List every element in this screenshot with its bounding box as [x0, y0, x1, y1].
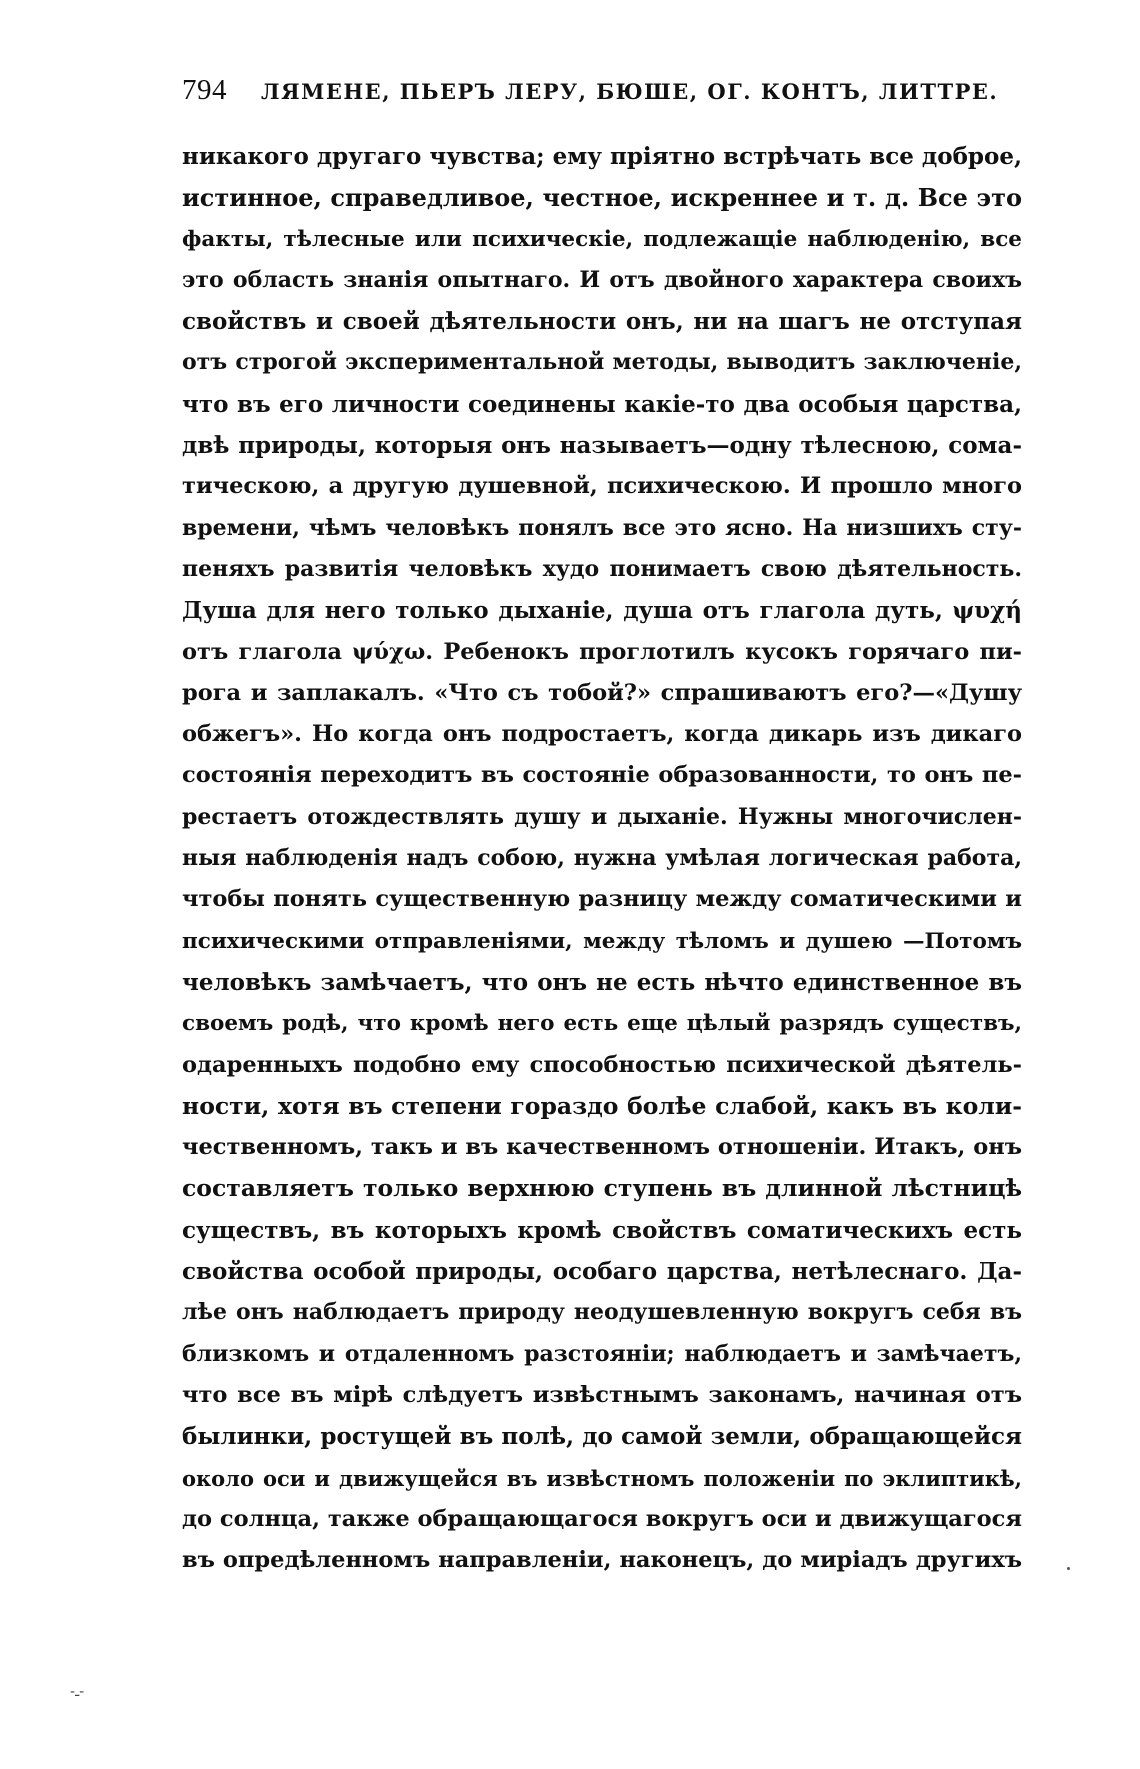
text-line: своемъ родѣ, что кромѣ него есть еще цѣлый разрядъ существъ,: [182, 1011, 1022, 1037]
text-line: былинки, ростущей въ полѣ, до самой земли, обращающейся: [182, 1423, 1022, 1451]
text-line: никакого другаго чувства; ему пріятно встрѣчать все доброе,: [182, 143, 1022, 170]
text-line: это область знанія опытнаго. И отъ двойного характера своихъ: [182, 266, 1022, 293]
body-text: [182, 136, 1022, 1581]
text-line: ности, хотя въ степени гораздо болѣе слабой, какъ въ коли-: [182, 1091, 1022, 1120]
text-line: рестаетъ отождествлять душу и дыханіе. Нужны многочислен-: [182, 803, 1022, 830]
text-line: одаренныхъ подобно ему способностью психической дѣятель-: [182, 1051, 1022, 1078]
text-line: отъ строгой экспериментальной методы, выводитъ заключеніе,: [182, 349, 1022, 376]
text-line: чественномъ, такъ и въ качественномъ отношеніи. Итакъ, онъ: [182, 1134, 1022, 1161]
text-line: существъ, въ которыхъ кромѣ свойствъ соматическихъ есть: [182, 1216, 1022, 1244]
text-line: что въ его личности соединены какіе-то два особыя царства,: [182, 390, 1022, 418]
text-line: близкомъ и отдаленномъ разстояніи; наблюдаетъ и замѣчаетъ,: [182, 1340, 1022, 1367]
page-number: 794: [182, 74, 227, 106]
text-line: истинное, справедливое, честное, искреннее и т. д. Все это: [182, 183, 1022, 213]
text-line: пеняхъ развитія человѣкъ худо понимаетъ свою дѣятельность.: [182, 555, 1022, 582]
text-line: до солнца, также обращающагося вокругъ оси и движущагося: [182, 1505, 1022, 1532]
text-line: отъ глагола ψύχω. Ребенокъ проглотилъ кусокъ горячаго пи-: [182, 638, 1022, 665]
text-line: психическими отправленіями, между тѣломъ и душею —Потомъ: [182, 928, 1022, 954]
text-line: рога и заплакалъ. «Что съ тобой?» спрашиваютъ его?—«Душу: [182, 679, 1022, 706]
text-line: свойствъ и своей дѣятельности онъ, ни на шагъ не отступая: [182, 308, 1022, 336]
text-line: ныя наблюденія надъ собою, нужна умѣлая логическая работа,: [182, 845, 1022, 872]
text-line: въ опредѣленномъ направленіи, наконецъ, до миріадъ другихъ: [182, 1547, 1022, 1574]
text-line: что все въ мірѣ слѣдуетъ извѣстнымъ законамъ, начиная отъ: [182, 1381, 1022, 1408]
text-line: времени, чѣмъ человѣкъ понялъ все это ясно. На низшихъ сту-: [182, 514, 1022, 541]
text-line: около оси и движущейся въ извѣстномъ положеніи по эклиптикѣ,: [182, 1465, 1022, 1491]
text-line: обжегъ». Но когда онъ подростаетъ, когда дикарь изъ дикаго: [182, 721, 1022, 748]
text-line: свойства особой природы, особаго царства, нетѣлеснаго. Да-: [182, 1258, 1022, 1286]
text-line: составляетъ только верхнюю ступень въ длинной лѣстницѣ: [182, 1174, 1022, 1203]
text-line: Душа для него только дыханіе, душа отъ глагола дуть, ψυχή: [182, 597, 1022, 625]
text-line: факты, тѣлесные или психическіе, подлежащіе наблюденію, все: [182, 226, 1022, 252]
text-line: человѣкъ замѣчаетъ, что онъ не есть нѣчто единственное въ: [182, 968, 1022, 996]
text-line: двѣ природы, которыя онъ называетъ—одну тѣлесною, сома-: [182, 432, 1022, 460]
ink-speck: [1067, 1567, 1070, 1570]
text-line: лѣе онъ наблюдаетъ природу неодушевленную вокругъ себя въ: [182, 1299, 1022, 1326]
text-line: тическою, а другую душевной, психическою. И прошло много: [182, 473, 1022, 500]
text-line: чтобы понять существенную разницу между соматическими и: [182, 886, 1022, 913]
margin-mark: -ـ-: [70, 1684, 85, 1700]
running-head: [182, 74, 1022, 114]
text-line: состоянія переходитъ въ состояніе образованности, то онъ пе-: [182, 762, 1022, 789]
running-title: ЛЯМЕНЕ, ПЬЕРЪ ЛЕРУ, БЮШЕ, ОГ. КОНТЪ, ЛИТТРЕ.: [261, 79, 999, 104]
